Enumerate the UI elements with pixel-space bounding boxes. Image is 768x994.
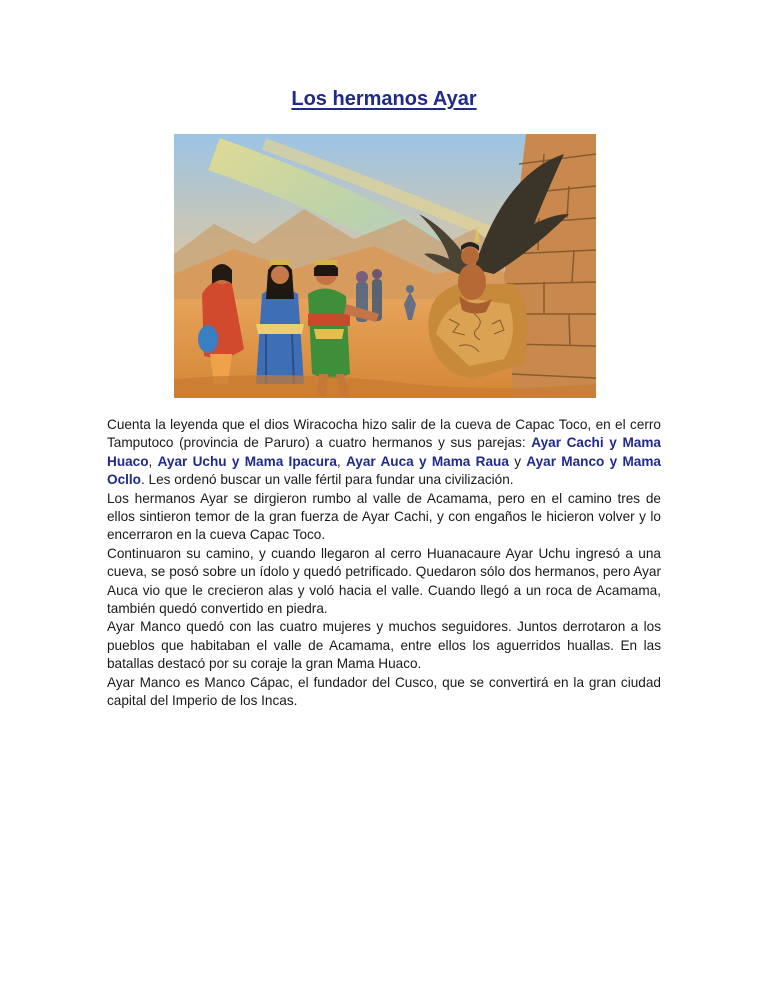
sibling-pair: Ayar Auca y Mama Raua bbox=[345, 453, 509, 469]
paragraph: Ayar Manco quedó con las cuatro mujeres y muchos seguidores. Juntos derrotaron a los pueblos que habitaban el valle de Acamama, entre ellos los aguerridos huallas. En las batallas destacó por su coraje la gran Mama Huaco. bbox=[107, 619, 661, 672]
paragraph-text: . Les ordenó buscar un valle fértil para fundar una civilización. bbox=[141, 472, 514, 488]
separator: y bbox=[508, 453, 527, 469]
sibling-pair: Ayar Manco y Mama Ocllo bbox=[107, 453, 661, 488]
paragraph: Ayar Manco es Manco Cápac, el fundador del Cusco, que se convertirá en la gran ciudad capital del Imperio de los Incas. bbox=[107, 674, 661, 709]
separator: , bbox=[336, 453, 346, 469]
sibling-pair: Ayar Uchu y Mama Ipacura bbox=[157, 453, 337, 469]
paragraph: Los hermanos Ayar se dirgieron rumbo al valle de Acamama, pero en el camino tres de ellos sintieron temor de la gran fuerza de Ayar Cachi, y con engaños le hicieron volver y lo encerraron en la cueva Capac Toco. bbox=[107, 490, 661, 543]
sibling-pair: Ayar Cachi y Mama Huaco bbox=[107, 435, 661, 469]
page-title: Los hermanos Ayar bbox=[291, 88, 477, 110]
separator: , bbox=[148, 453, 158, 469]
inca-legend-illustration bbox=[174, 134, 596, 398]
paragraph bbox=[107, 416, 661, 490]
legend-text bbox=[107, 416, 661, 711]
illustration-graphic bbox=[174, 134, 596, 398]
paragraph: Continuaron su camino, y cuando llegaron al cerro Huanacaure Ayar Uchu ingresó a una cueva, se posó sobre un ídolo y quedó petrificado. Quedaron sólo dos hermanos, pero Ayar Auca vio que le crecieron alas y voló hacia el valle. Cuando llegó a un roca de Acamama, también quedó convertido en piedra. bbox=[107, 545, 661, 617]
paragraph-text: Cuenta la leyenda que el dios Wiracocha hizo salir de la cueva de Capac Toco, en el cerro Tamputoco (provincia de Paruro) a cuatro hermanos y sus parejas: bbox=[107, 417, 661, 451]
